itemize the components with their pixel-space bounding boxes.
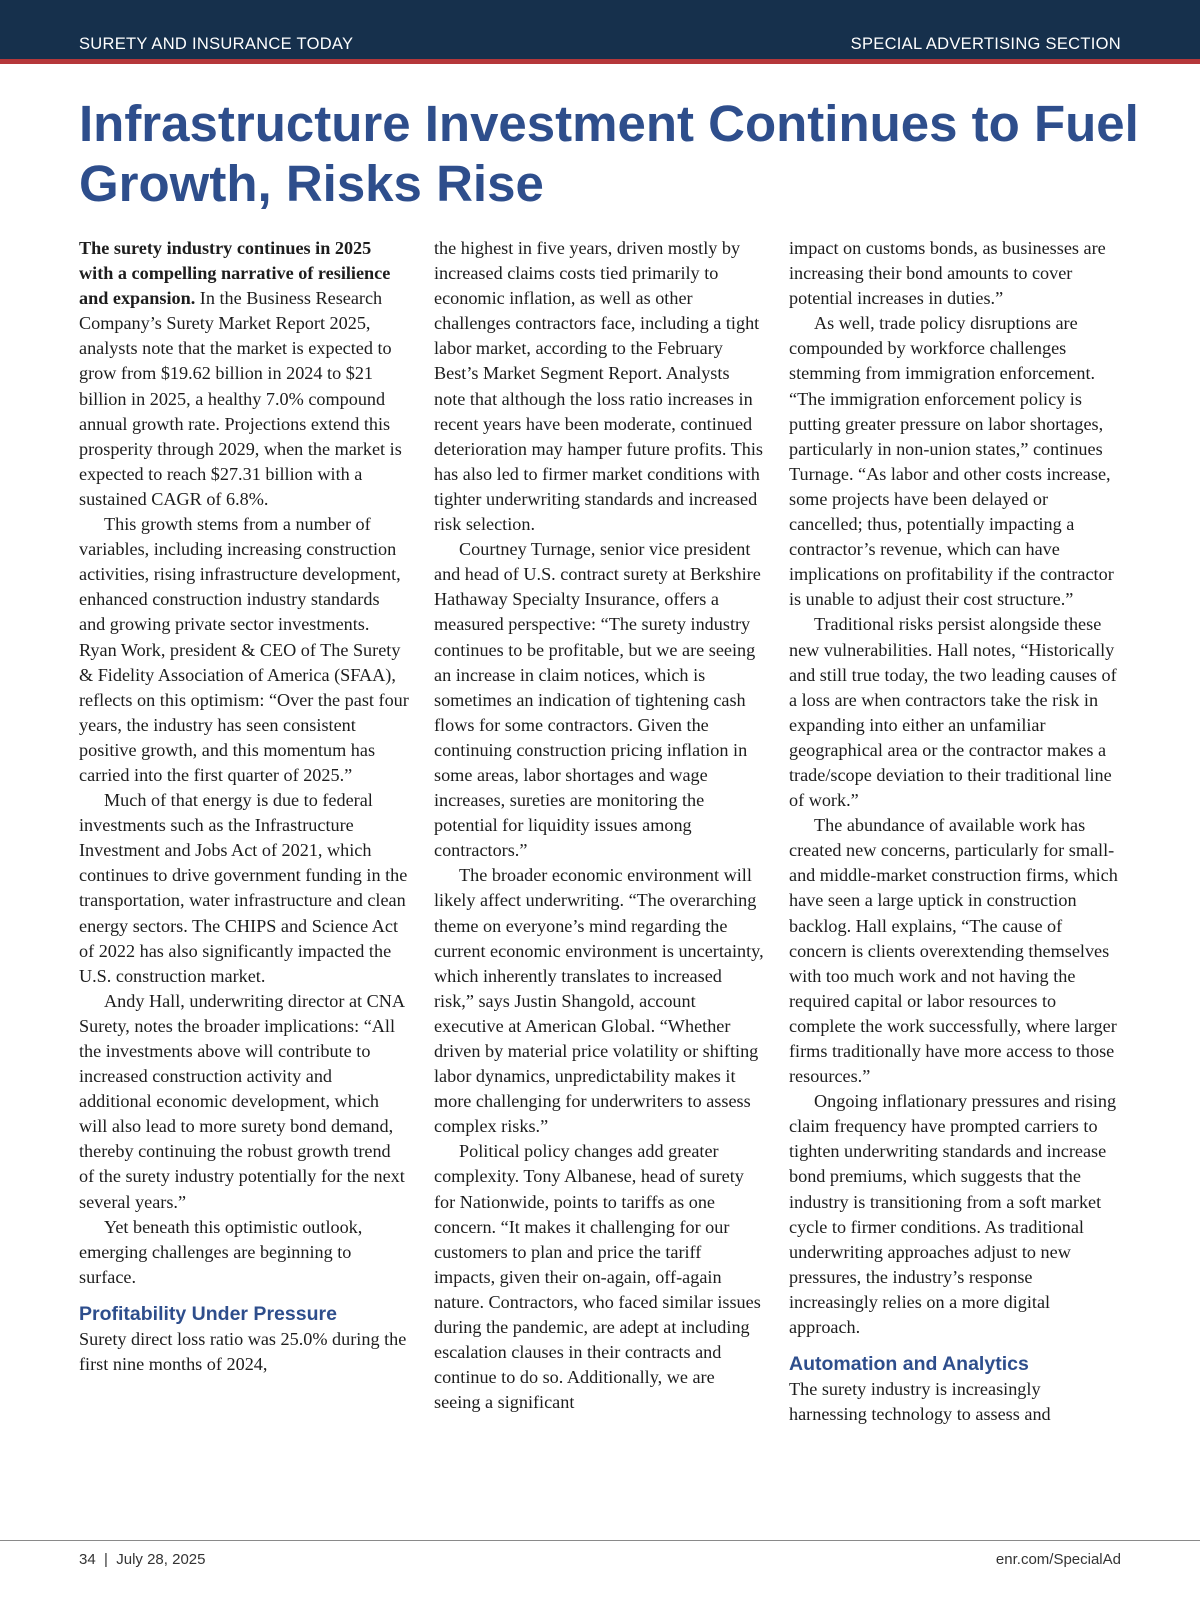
lead-rest: In the Business Research Company’s Surety Market Report 2025, analysts note that the market is expected to grow from $19.62 billion in 2024 to $21 billion in 2025, a healthy 7.0% compound annual growth rate. Projections extend this prosperity through 2029, when the market is expected to reach $27.31 billion with a sustained CAGR of 6.8%. <box>79 288 402 509</box>
article-headline: Infrastructure Investment Continues to Fuel Growth, Risks Rise <box>79 95 1139 212</box>
paragraph: The broader economic environment will likely affect underwriting. “The overarching theme on everyone’s mind regarding the current economic environment is uncertainty, which inherently translates to increased risk,” says Justin Shangold, account executive at American Global. “Whether driven by material price volatility or shifting labor dynamics, unpredictability makes it more challenging for underwriters to assess complex risks.” <box>434 865 764 1137</box>
column-1 <box>79 236 409 1377</box>
paragraph: Ongoing inflationary pressures and rising claim frequency have prompted carriers to tighten underwriting standards and increase bond premiums, which suggests that the industry is transitioning from a soft market cycle to firmer conditions. As traditional underwriting approaches adjust to new pressures, the industry’s response increasingly relies on a more digital approach. <box>789 1091 1117 1338</box>
footer-rule <box>0 1540 1200 1541</box>
column-2 <box>434 236 764 1415</box>
paragraph: The surety industry is increasingly harnessing technology to assess and <box>789 1379 1051 1425</box>
publication-name: SURETY AND INSURANCE TODAY <box>79 35 354 53</box>
paragraph: Surety direct loss ratio was 25.0% during the first nine months of 2024, <box>79 1328 407 1375</box>
subheading-profitability: Profitability Under Pressure <box>79 1302 337 1325</box>
lead-bold: The surety industry continues in 2025 with a compelling narrative of resilience and expansion. <box>79 238 391 309</box>
paragraph: Yet beneath this optimistic outlook, emerging challenges are beginning to surface. <box>79 1216 363 1287</box>
page-number-date: 34 | July 28, 2025 <box>79 1551 206 1568</box>
paragraph: Much of that energy is due to federal investments such as the Infrastructure Investment and Jobs Act of 2021, which continues to drive government funding in the transportation, water infrastructure and clean energy sectors. The CHIPS and Science Act of 2022 has also significantly impacted the U.S. construction market. <box>79 790 408 986</box>
paragraph: As well, trade policy disruptions are compounded by workforce challenges stemming from immigration enforcement. “The immigration enforcement policy is putting greater pressure on labor shortages, particularly in non-union states,” continues Turnage. “As labor and other costs increase, some projects have been delayed or cancelled; thus, potentially impacting a contractor’s revenue, which can have implications on profitability if the contractor is unable to adjust their cost structure.” <box>789 313 1114 610</box>
subheading-automation: Automation and Analytics <box>789 1353 1029 1376</box>
paragraph: The abundance of available work has created new concerns, particularly for small- and middle-market construction firms, which have seen a large uptick in construction backlog. Hall explains, “The cause of concern is clients overextending themselves with too much work and not having the required capital or labor resources to complete the work successfully, where larger firms traditionally have more access to those resources.” <box>789 815 1118 1087</box>
footer-url: enr.com/SpecialAd <box>995 1551 1121 1568</box>
paragraph: Traditional risks persist alongside these new vulnerabilities. Hall notes, “Historically and still true today, the two leading causes of a loss are when contractors take the risk in expanding into either an unfamiliar geographical area or the contractor makes a trade/scope deviation to their traditional line of work.” <box>789 614 1117 811</box>
lead-paragraph <box>79 236 409 512</box>
paragraph-continued: impact on customs bonds, as businesses are increasing their bond amounts to cover potential increases in duties.” <box>789 238 1106 309</box>
paragraph: Andy Hall, underwriting director at CNA Surety, notes the broader implications: “All the investments above will contribute to increased construction activity and additional economic development, which will also lead to more surety bond demand, thereby continuing the robust growth trend of the surety industry potentially for the next several years.” <box>79 990 405 1212</box>
column-3 <box>789 236 1119 1427</box>
section-label: SPECIAL ADVERTISING SECTION <box>850 35 1121 53</box>
paragraph-continued: the highest in five years, driven mostly by increased claims costs tied primarily to economic inflation, as well as other challenges contractors face, including a tight labor market, according to the February Best’s Market Segment Report. Analysts note that although the loss ratio increases in recent years have been moderate, continued deterioration may hamper future profits. This has also led to firmer market conditions with tighter underwriting standards and increased risk selection. <box>434 238 763 535</box>
paragraph: This growth stems from a number of variables, including increasing construction activities, rising infrastructure development, enhanced construction industry standards and growing private sector investments. Ryan Work, president & CEO of The Surety & Fidelity Association of America (SFAA), reflects on this optimism: “Over the past four years, the industry has seen consistent positive growth, and this momentum has carried into the first quarter of 2025.” <box>79 514 409 785</box>
header-bar <box>0 0 1200 64</box>
paragraph: Courtney Turnage, senior vice president and head of U.S. contract surety at Berkshire Hathaway Specialty Insurance, offers a measured perspective: “The surety industry continues to be profitable, but we are seeing an increase in claim notices, which is sometimes an indication of tightening cash flows for some contractors. Given the continuing construction pricing inflation in some areas, labor shortages and wage increases, sureties are monitoring the potential for liquidity issues among contractors.” <box>434 539 761 861</box>
paragraph: Political policy changes add greater complexity. Tony Albanese, head of surety for Nationwide, points to tariffs as one concern. “It makes it challenging for our customers to plan and price the tariff impacts, given their on-again, off-again nature. Contractors, who faced similar issues during the pandemic, are adept at including escalation clauses in their contracts and continue to do so. Additionally, we are seeing a significant <box>434 1141 761 1413</box>
header-accent-rule <box>0 59 1200 64</box>
